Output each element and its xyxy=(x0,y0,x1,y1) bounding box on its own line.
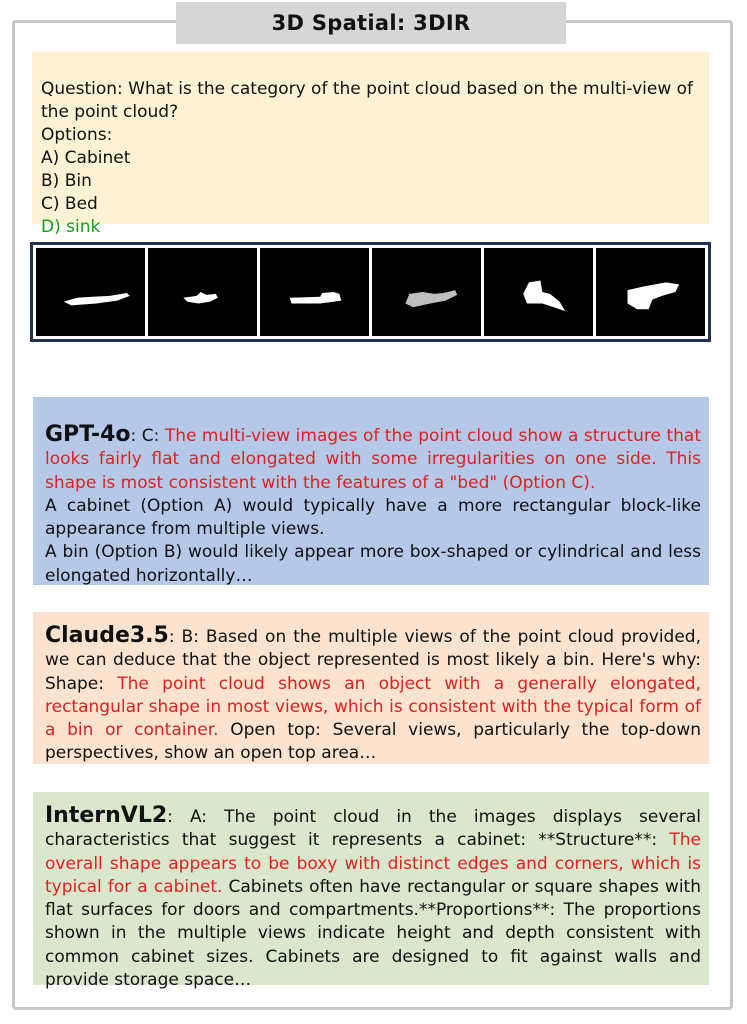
point-cloud-view-3 xyxy=(260,248,369,336)
intern-choice: : A: xyxy=(167,807,225,827)
gpt-model-name: GPT-4o xyxy=(45,422,131,447)
gpt-answer-box xyxy=(33,397,709,585)
intern-model-name: InternVL2 xyxy=(45,803,168,828)
question-text: Question: What is the category of the point cloud based on the multi-view of the point cloud? xyxy=(41,79,694,122)
point-cloud-image xyxy=(484,248,593,336)
point-cloud-view-6 xyxy=(596,248,705,336)
options-label: Options: xyxy=(41,125,113,145)
gpt-text-3: A bin (Option B) would likely appear more box-shaped or cylindrical and less elongated horizontally… xyxy=(45,542,701,586)
gpt-red-text: The multi-view images of the point cloud show a structure that looks fairly flat and elongated with some irregularities on one side. This shape is most consistent with the features of a "bed" (Option C). xyxy=(45,426,702,493)
claude-text-2: Open top: Several views, particularly the top-down perspectives, show an open top area… xyxy=(45,720,701,764)
point-cloud-image xyxy=(148,248,257,336)
intern-text-2: Cabinets often have rectangular or square shapes with flat surfaces for doors and compartments.**Proportions**: The proportions shown in the multiple views indicate height and depth consistent with common cabinet sizes. Cabinets are designed to fit against walls and provide storage space… xyxy=(45,876,701,991)
option-d-correct: D) sink xyxy=(41,217,101,237)
claude-choice: : B: xyxy=(168,627,206,647)
point-cloud-image xyxy=(372,248,481,336)
claude-answer-box xyxy=(33,612,709,764)
point-cloud-image xyxy=(596,248,705,336)
gpt-text-2: A cabinet (Option A) would typically have a more rectangular block-like appearance from multiple views. xyxy=(45,495,701,540)
panel-title: 3D Spatial: 3DIR xyxy=(176,2,566,44)
point-cloud-image xyxy=(36,248,145,336)
point-cloud-image xyxy=(260,248,369,336)
point-cloud-view-5 xyxy=(484,248,593,336)
point-cloud-views xyxy=(30,242,711,342)
option-c: C) Bed xyxy=(41,194,98,214)
point-cloud-view-4 xyxy=(372,248,481,336)
point-cloud-view-1 xyxy=(36,248,145,336)
intern-answer-box xyxy=(33,792,709,991)
option-b: B) Bin xyxy=(41,171,92,191)
intern-text-1: The point cloud in the images displays several characteristics that suggest it represents a cabinet: **Structure**: xyxy=(45,807,701,851)
claude-model-name: Claude3.5 xyxy=(45,623,169,648)
gpt-choice: : C: xyxy=(130,426,165,446)
claude-text-1: Based on the multiple views of the point cloud provided, we can deduce that the object represented is most likely a bin. Here's why: Shape: xyxy=(45,627,701,694)
option-a: A) Cabinet xyxy=(41,148,131,168)
question-box xyxy=(32,52,709,237)
point-cloud-view-2 xyxy=(148,248,257,336)
intern-red-text: The overall shape appears to be boxy with distinct edges and corners, which is typical for a cabinet. xyxy=(45,830,701,897)
claude-red-text: The point cloud shows an object with a generally elongated, rectangular shape in most views, which is consistent with the typical form of a bin or container. xyxy=(45,673,701,741)
